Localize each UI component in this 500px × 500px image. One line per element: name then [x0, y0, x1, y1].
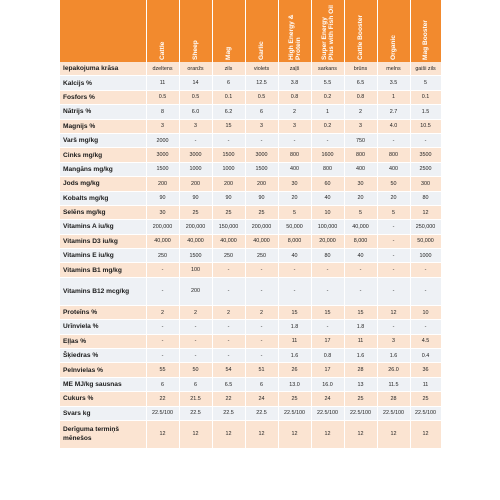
table-cell: 12 — [344, 420, 377, 448]
table-cell: - — [377, 220, 410, 234]
table-row — [60, 220, 441, 234]
table-cell: - — [146, 334, 179, 348]
column-header-label: Organic — [390, 35, 397, 60]
table-cell: 16.0 — [311, 377, 344, 391]
table-cell: 22.5/100 — [311, 406, 344, 420]
column-header-label: Mag Booster — [422, 20, 429, 60]
table-cell: 20,000 — [311, 234, 344, 248]
table-cell: 25 — [410, 392, 441, 406]
table-cell: 17 — [311, 334, 344, 348]
table-cell: - — [344, 263, 377, 277]
table-cell: 0.5 — [179, 90, 212, 104]
table-cell: 2 — [146, 305, 179, 319]
row-label: ME MJ/kg sausnas — [60, 377, 146, 391]
row-label: Vitamins E iu/kg — [60, 249, 146, 263]
table-cell: - — [212, 349, 245, 363]
table-cell: 250 — [245, 249, 278, 263]
table-cell: 4.5 — [410, 334, 441, 348]
table-cell: 6.5 — [344, 76, 377, 90]
table-cell: - — [245, 349, 278, 363]
table-cell: 11 — [146, 76, 179, 90]
table-cell: 6 — [146, 377, 179, 391]
table-cell: 6.0 — [179, 105, 212, 119]
table-cell: 55 — [146, 363, 179, 377]
table-cell: 13.0 — [278, 377, 311, 391]
table-cell: 8,000 — [278, 234, 311, 248]
table-cell: 22.5 — [245, 406, 278, 420]
table-cell: 400 — [377, 162, 410, 176]
table-cell: 800 — [278, 148, 311, 162]
column-header-label: Cattle — [159, 41, 166, 60]
table-cell: 1000 — [410, 249, 441, 263]
table-cell: 50,000 — [410, 234, 441, 248]
table-cell: 8 — [146, 105, 179, 119]
table-cell: 6.2 — [212, 105, 245, 119]
table-cell: - — [146, 263, 179, 277]
table-cell: 8,000 — [344, 234, 377, 248]
table-cell: 1.6 — [278, 349, 311, 363]
table-row — [60, 263, 441, 277]
table-cell: 3.8 — [278, 76, 311, 90]
table-cell: dzeltens — [146, 62, 179, 76]
table-cell: 5 — [344, 205, 377, 219]
table-cell: 90 — [179, 191, 212, 205]
table-cell: 20 — [344, 191, 377, 205]
table-cell: 0.2 — [311, 119, 344, 133]
table-cell: 0.2 — [311, 90, 344, 104]
table-cell: 22.5/100 — [410, 406, 441, 420]
table-cell: 40,000 — [212, 234, 245, 248]
table-cell: 25 — [344, 392, 377, 406]
table-cell: 6 — [179, 377, 212, 391]
table-cell: 12 — [179, 420, 212, 448]
table-cell: 200,000 — [146, 220, 179, 234]
table-cell: 2 — [344, 105, 377, 119]
table-cell: 30 — [344, 177, 377, 191]
column-header — [344, 0, 377, 62]
row-label: Eļļas % — [60, 334, 146, 348]
table-cell: 90 — [212, 191, 245, 205]
table-cell: 1500 — [179, 249, 212, 263]
table-cell: 11.5 — [377, 377, 410, 391]
column-header-label: Sheep — [192, 40, 199, 60]
table-cell: 1.8 — [278, 320, 311, 334]
table-row — [60, 305, 441, 319]
row-label: Vitamins D3 iu/kg — [60, 234, 146, 248]
table-cell: 200,000 — [179, 220, 212, 234]
table-cell: 1 — [311, 105, 344, 119]
table-cell: 40 — [311, 191, 344, 205]
table-cell: 11 — [410, 377, 441, 391]
table-cell: 1500 — [212, 148, 245, 162]
row-label: Pelnvielas % — [60, 363, 146, 377]
row-label: Jods mg/kg — [60, 177, 146, 191]
column-header-label: Garlic — [258, 41, 265, 60]
table-cell: 10 — [311, 205, 344, 219]
column-header — [146, 0, 179, 62]
table-cell: 12 — [377, 420, 410, 448]
table-cell: 3500 — [410, 148, 441, 162]
table-cell: violets — [245, 62, 278, 76]
table-cell: 0.4 — [410, 349, 441, 363]
table-cell: - — [146, 320, 179, 334]
table-cell: 50 — [179, 363, 212, 377]
table-cell: 10.5 — [410, 119, 441, 133]
table-cell: - — [278, 277, 311, 305]
table-cell: 15 — [344, 305, 377, 319]
table-cell: 40,000 — [146, 234, 179, 248]
table-cell: - — [278, 263, 311, 277]
table-cell: 12.5 — [245, 76, 278, 90]
row-label: Fosfors % — [60, 90, 146, 104]
table-cell: 250 — [146, 249, 179, 263]
row-label: Vitamins A iu/kg — [60, 220, 146, 234]
table-row — [60, 205, 441, 219]
table-row — [60, 119, 441, 133]
table-cell: 5.5 — [311, 76, 344, 90]
table-row — [60, 90, 441, 104]
table-cell: 26 — [278, 363, 311, 377]
table-cell: 22.5 — [212, 406, 245, 420]
table-cell: 15 — [278, 305, 311, 319]
table-cell: brūns — [344, 62, 377, 76]
table-cell: 22.5/100 — [278, 406, 311, 420]
table-cell: 1000 — [212, 162, 245, 176]
table-cell: - — [410, 277, 441, 305]
table-cell: - — [179, 334, 212, 348]
table-cell: 40,000 — [245, 234, 278, 248]
table-row — [60, 349, 441, 363]
table-cell: - — [245, 133, 278, 147]
table-row — [60, 148, 441, 162]
row-label: Vitamins B12 mcg/kg — [60, 277, 146, 305]
table-cell: - — [146, 349, 179, 363]
table-row — [60, 162, 441, 176]
table-cell: 3 — [146, 119, 179, 133]
table-cell: - — [278, 133, 311, 147]
table-cell: 12 — [377, 305, 410, 319]
row-label: Proteīns % — [60, 305, 146, 319]
table-cell: 50,000 — [278, 220, 311, 234]
row-label: Nātrijs % — [60, 105, 146, 119]
table-cell: - — [311, 320, 344, 334]
product-comparison-table — [60, 0, 442, 449]
table-cell: 12 — [410, 420, 441, 448]
table-cell: oranžs — [179, 62, 212, 76]
table-cell: 12 — [278, 420, 311, 448]
table-cell: 40,000 — [179, 234, 212, 248]
table-cell: - — [377, 320, 410, 334]
table-cell: 3 — [278, 119, 311, 133]
table-row — [60, 277, 441, 305]
table-cell: 1.6 — [344, 349, 377, 363]
table-cell: 400 — [278, 162, 311, 176]
table-cell: 25 — [278, 392, 311, 406]
table-cell: - — [311, 133, 344, 147]
row-label: Mangāns mg/kg — [60, 162, 146, 176]
column-header — [278, 0, 311, 62]
table-cell: 90 — [245, 191, 278, 205]
column-header — [311, 0, 344, 62]
table-cell: 13 — [344, 377, 377, 391]
table-cell: 22.5 — [179, 406, 212, 420]
table-cell: 800 — [311, 162, 344, 176]
column-header-label: Super Energy Plus with Fish Oil — [320, 5, 335, 60]
table-cell: 11 — [278, 334, 311, 348]
row-label: Selēns mg/kg — [60, 205, 146, 219]
table-body — [60, 62, 441, 448]
table-cell: - — [179, 349, 212, 363]
table-row — [60, 320, 441, 334]
table-cell: - — [212, 133, 245, 147]
table-cell: 12 — [212, 420, 245, 448]
table-cell: 15 — [311, 305, 344, 319]
column-header — [245, 0, 278, 62]
table-cell: 5 — [278, 205, 311, 219]
table-cell: 800 — [377, 148, 410, 162]
table-cell: 1 — [377, 90, 410, 104]
table-cell: - — [212, 334, 245, 348]
row-label: Šķiedras % — [60, 349, 146, 363]
table-cell: 4.0 — [377, 119, 410, 133]
table-cell: 3 — [245, 119, 278, 133]
table-row — [60, 76, 441, 90]
table-cell: 200 — [245, 177, 278, 191]
table-cell: 250 — [212, 249, 245, 263]
row-label: Magnijs % — [60, 119, 146, 133]
table-cell: - — [311, 263, 344, 277]
header-row — [60, 0, 441, 62]
table-cell: 750 — [344, 133, 377, 147]
table-cell: 50 — [377, 177, 410, 191]
table-cell: 200 — [179, 177, 212, 191]
column-header-label: Mag — [225, 46, 232, 60]
table-cell: 26.0 — [377, 363, 410, 377]
table-cell: 30 — [278, 177, 311, 191]
table-cell: 11 — [344, 334, 377, 348]
table-cell: 2 — [179, 305, 212, 319]
table-cell: 3000 — [245, 148, 278, 162]
table-cell: 2000 — [146, 133, 179, 147]
table-cell: 150,000 — [212, 220, 245, 234]
table-cell: 100 — [179, 263, 212, 277]
table-cell: 25 — [179, 205, 212, 219]
table-cell: 14 — [179, 76, 212, 90]
table-cell: 250,000 — [410, 220, 441, 234]
table-cell: 0.1 — [410, 90, 441, 104]
table-cell: 12 — [146, 420, 179, 448]
column-header — [377, 0, 410, 62]
table-cell: 2.7 — [377, 105, 410, 119]
product-comparison-table-container — [60, 0, 441, 500]
table-cell: 22 — [146, 392, 179, 406]
table-cell: 3 — [344, 119, 377, 133]
table-cell: - — [344, 277, 377, 305]
table-cell: 90 — [146, 191, 179, 205]
column-header — [212, 0, 245, 62]
table-cell: 0.8 — [344, 90, 377, 104]
table-row — [60, 62, 441, 76]
table-cell: 200 — [179, 277, 212, 305]
row-label: Svars kg — [60, 406, 146, 420]
table-cell: 15 — [212, 119, 245, 133]
table-cell: 6 — [245, 377, 278, 391]
table-cell: - — [377, 263, 410, 277]
table-cell: 5 — [410, 76, 441, 90]
table-cell: 51 — [245, 363, 278, 377]
table-cell: gaiši zils — [410, 62, 441, 76]
table-cell: 3 — [179, 119, 212, 133]
table-cell: - — [245, 334, 278, 348]
table-cell: 3.5 — [377, 76, 410, 90]
column-header — [410, 0, 441, 62]
column-header-label: High Energy & Protein — [287, 14, 302, 60]
table-row — [60, 377, 441, 391]
table-cell: 21.5 — [179, 392, 212, 406]
table-cell: 800 — [344, 148, 377, 162]
table-cell: 22 — [212, 392, 245, 406]
table-cell: 25 — [245, 205, 278, 219]
table-cell: 22.5/100 — [377, 406, 410, 420]
table-cell: 28 — [377, 392, 410, 406]
table-cell: - — [377, 133, 410, 147]
table-cell: melns — [377, 62, 410, 76]
table-cell: 1.8 — [344, 320, 377, 334]
table-cell: 200 — [212, 177, 245, 191]
table-row — [60, 406, 441, 420]
table-cell: - — [245, 263, 278, 277]
table-cell: 0.5 — [245, 90, 278, 104]
table-cell: - — [311, 277, 344, 305]
table-cell: - — [146, 277, 179, 305]
table-row — [60, 363, 441, 377]
table-row — [60, 420, 441, 448]
table-cell: 24 — [245, 392, 278, 406]
column-header-label: Cattle Booster — [357, 14, 364, 60]
table-cell: 80 — [410, 191, 441, 205]
table-cell: zaļš — [278, 62, 311, 76]
table-cell: sarkans — [311, 62, 344, 76]
row-label: Cukurs % — [60, 392, 146, 406]
table-cell: 0.5 — [146, 90, 179, 104]
table-row — [60, 177, 441, 191]
table-cell: - — [212, 320, 245, 334]
table-cell: 0.1 — [212, 90, 245, 104]
table-cell: 6 — [212, 76, 245, 90]
table-cell: 2500 — [410, 162, 441, 176]
table-cell: 12 — [245, 420, 278, 448]
table-cell: - — [410, 263, 441, 277]
table-cell: 3000 — [179, 148, 212, 162]
table-cell: 0.8 — [278, 90, 311, 104]
table-cell: 54 — [212, 363, 245, 377]
table-cell: 2 — [278, 105, 311, 119]
table-cell: 1000 — [179, 162, 212, 176]
table-cell: - — [179, 133, 212, 147]
table-cell: 6 — [245, 105, 278, 119]
table-cell: 200 — [146, 177, 179, 191]
table-cell: 24 — [311, 392, 344, 406]
table-cell: - — [212, 263, 245, 277]
column-header — [179, 0, 212, 62]
table-cell: 1600 — [311, 148, 344, 162]
row-label: Iepakojuma krāsa — [60, 62, 146, 76]
table-row — [60, 234, 441, 248]
table-cell: 300 — [410, 177, 441, 191]
table-cell: 60 — [311, 177, 344, 191]
row-label: Cinks mg/kg — [60, 148, 146, 162]
table-cell: - — [410, 320, 441, 334]
table-cell: - — [377, 234, 410, 248]
table-cell: 400 — [344, 162, 377, 176]
table-cell: - — [377, 249, 410, 263]
table-cell: - — [212, 277, 245, 305]
table-cell: 5 — [377, 205, 410, 219]
row-label: Derīguma termiņš mēnešos — [60, 420, 146, 448]
table-cell: 40 — [344, 249, 377, 263]
table-row — [60, 392, 441, 406]
table-cell: 20 — [278, 191, 311, 205]
table-cell: 40,000 — [344, 220, 377, 234]
row-label: Varš mg/kg — [60, 133, 146, 147]
table-cell: - — [245, 277, 278, 305]
row-label: Kobalts mg/kg — [60, 191, 146, 205]
table-cell: 1500 — [245, 162, 278, 176]
table-cell: 0.8 — [311, 349, 344, 363]
table-cell: 1.6 — [377, 349, 410, 363]
table-cell: 20 — [377, 191, 410, 205]
table-cell: 2 — [212, 305, 245, 319]
row-label: Urīnviela % — [60, 320, 146, 334]
table-cell: - — [410, 133, 441, 147]
table-cell: 12 — [410, 205, 441, 219]
table-cell: 25 — [212, 205, 245, 219]
table-cell: 12 — [311, 420, 344, 448]
table-cell: 100,000 — [311, 220, 344, 234]
table-cell: 2 — [245, 305, 278, 319]
table-row — [60, 191, 441, 205]
table-cell: 28 — [344, 363, 377, 377]
table-cell: 36 — [410, 363, 441, 377]
header-corner-cell — [60, 0, 146, 62]
table-cell: 80 — [311, 249, 344, 263]
table-cell: 22.5/100 — [344, 406, 377, 420]
table-cell: 1.5 — [410, 105, 441, 119]
table-row — [60, 334, 441, 348]
table-cell: 17 — [311, 363, 344, 377]
table-cell: 3000 — [146, 148, 179, 162]
table-cell: zils — [212, 62, 245, 76]
table-cell: 200,000 — [245, 220, 278, 234]
table-row — [60, 249, 441, 263]
table-cell: - — [245, 320, 278, 334]
table-cell: 30 — [146, 205, 179, 219]
table-cell: 40 — [278, 249, 311, 263]
table-row — [60, 133, 441, 147]
table-row — [60, 105, 441, 119]
table-cell: 3 — [377, 334, 410, 348]
row-label: Kalcijs % — [60, 76, 146, 90]
table-cell: 22.5/100 — [146, 406, 179, 420]
table-cell: - — [377, 277, 410, 305]
table-cell: - — [179, 320, 212, 334]
table-cell: 1500 — [146, 162, 179, 176]
table-cell: 6.5 — [212, 377, 245, 391]
table-cell: 10 — [410, 305, 441, 319]
row-label: Vitamins B1 mg/kg — [60, 263, 146, 277]
